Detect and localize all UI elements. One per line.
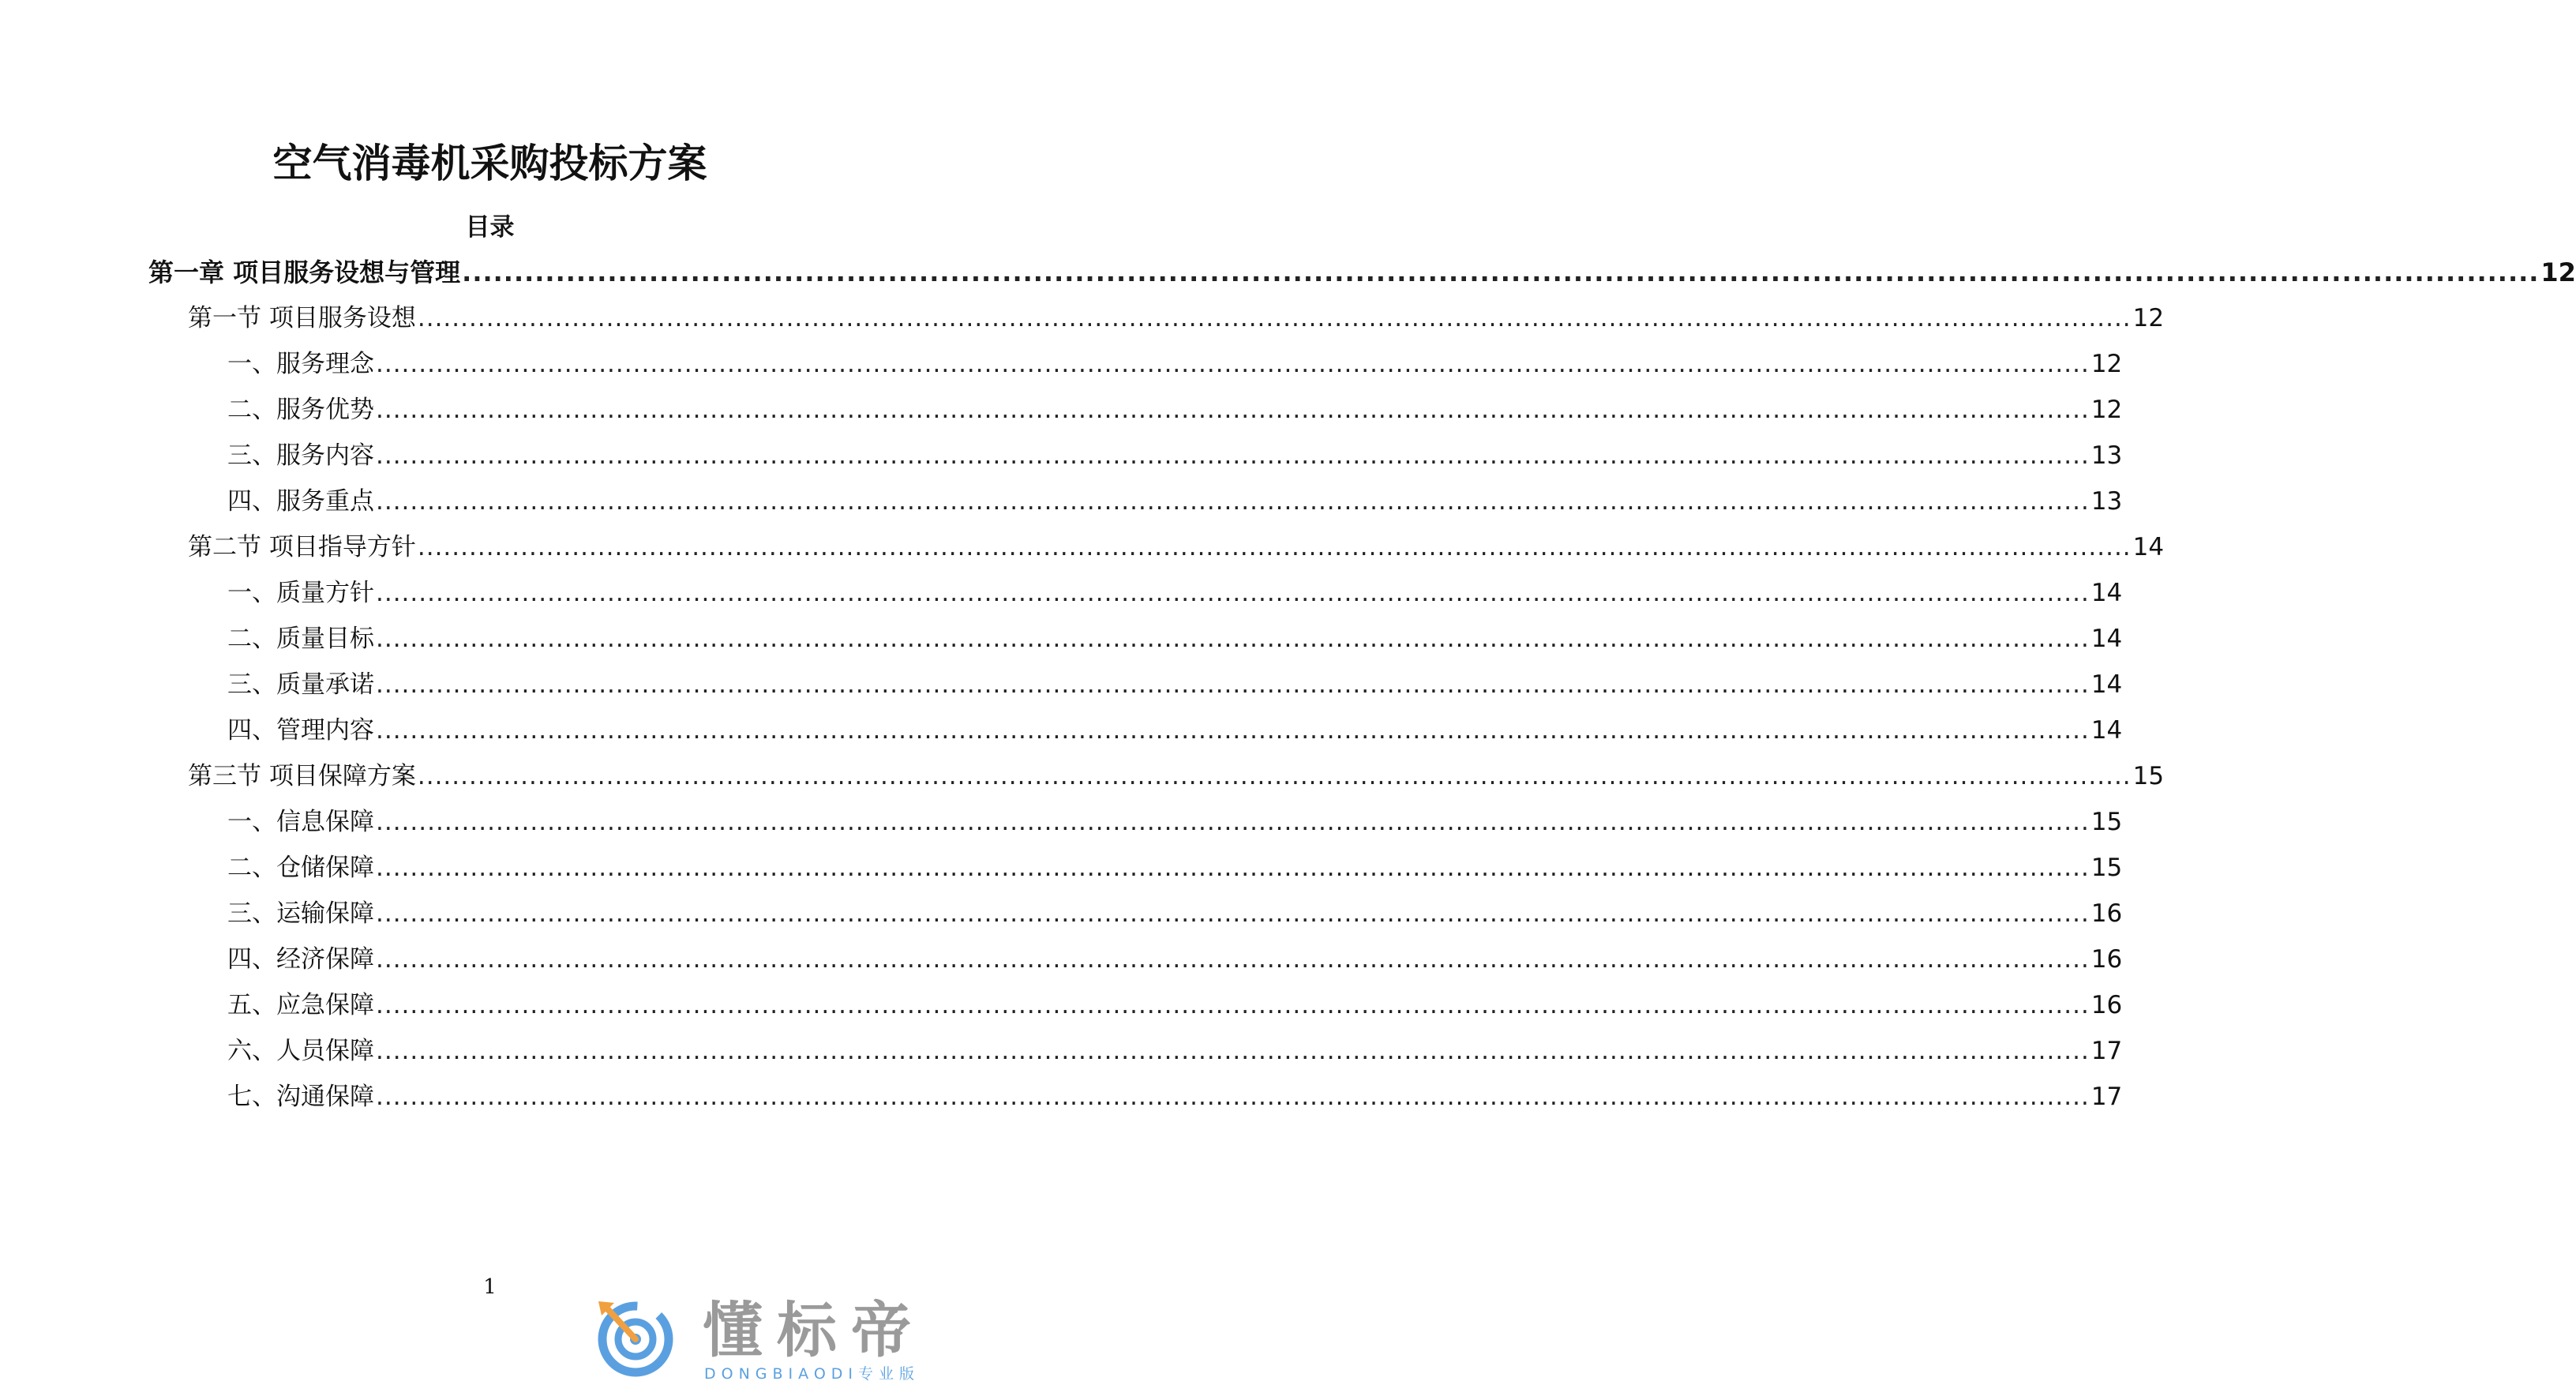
toc-entry-page: 15 [2090, 808, 2123, 836]
toc-dot-leader: ........................................................................................................................................................................................................ [376, 716, 2090, 745]
toc-entry-page: 14 [2090, 579, 2123, 607]
toc-dot-leader: ........................................................................................................................................................................................................ [376, 1083, 2090, 1111]
toc-entry[interactable] [227, 390, 2123, 430]
toc-dot-leader: ........................................................................................................................................................................................................ [376, 991, 2090, 1019]
toc-entry-label: 二、质量目标 [227, 625, 374, 653]
page-number: 1 [483, 1275, 497, 1299]
toc-entry-label: 一、信息保障 [227, 808, 374, 836]
toc-entry-page: 14 [2090, 670, 2123, 699]
toc-entry[interactable] [227, 344, 2123, 384]
toc-entry-label: 二、仓储保障 [227, 854, 374, 882]
toc-entry-page: 17 [2090, 1083, 2123, 1111]
toc-entry-label: 五、应急保障 [227, 991, 374, 1019]
toc-entry[interactable] [227, 665, 2123, 704]
toc-dot-leader: ........................................................................................................................................................................................................ [376, 854, 2090, 882]
toc-entry-label: 六、人员保障 [227, 1037, 374, 1065]
target-arrow-icon [592, 1292, 679, 1379]
toc-entry[interactable] [227, 482, 2123, 521]
toc-entry[interactable] [148, 253, 2576, 292]
toc-entry-label: 一、服务理念 [227, 350, 374, 378]
toc-dot-leader: ........................................................................................................................................................................................................ [462, 257, 2540, 287]
toc-entry-label: 三、运输保障 [227, 899, 374, 928]
toc-entry[interactable] [188, 298, 2165, 338]
toc-dot-leader: ........................................................................................................................................................................................................ [376, 350, 2090, 378]
toc-entry-page: 12 [2090, 396, 2123, 424]
toc-entry-label: 四、经济保障 [227, 945, 374, 974]
toc-dot-leader: ........................................................................................................................................................................................................ [376, 579, 2090, 607]
toc-entry[interactable] [188, 756, 2165, 796]
toc-entry-page: 14 [2090, 625, 2123, 653]
toc-entry-label: 七、沟通保障 [227, 1083, 374, 1111]
toc-entry-page: 15 [2090, 854, 2123, 882]
toc-dot-leader: ........................................................................................................................................................................................................ [376, 670, 2090, 699]
toc-entry[interactable] [188, 527, 2165, 567]
toc-entry-label: 四、服务重点 [227, 487, 374, 516]
toc-dot-leader: ........................................................................................................................................................................................................ [376, 487, 2090, 516]
toc-entry[interactable] [227, 940, 2123, 979]
toc-entry-label: 三、服务内容 [227, 441, 374, 470]
toc-entry-label: 四、管理内容 [227, 716, 374, 745]
toc-entry-label: 第三节 项目保障方案 [188, 762, 416, 790]
watermark [584, 1287, 963, 1385]
toc-entry[interactable] [227, 436, 2123, 475]
toc-entry-label: 第一节 项目服务设想 [188, 304, 416, 332]
toc-entry-label: 第一章 项目服务设想与管理 [148, 257, 461, 287]
toc-entry-page: 17 [2090, 1037, 2123, 1065]
toc-heading: 目录 [465, 213, 515, 242]
toc-entry-page: 16 [2090, 899, 2123, 928]
toc-entry-page: 13 [2090, 441, 2123, 470]
toc-entry[interactable] [227, 848, 2123, 888]
watermark-brand: 懂标帝 [703, 1295, 925, 1365]
toc-dot-leader: ........................................................................................................................................................................................................ [376, 808, 2090, 836]
toc-entry-page: 12 [2090, 350, 2123, 378]
toc-dot-leader: ........................................................................................................................................................................................................ [376, 625, 2090, 653]
toc-entry[interactable] [227, 1077, 2123, 1117]
toc-dot-leader: ........................................................................................................................................................................................................ [376, 396, 2090, 424]
toc-entry-page: 16 [2090, 945, 2123, 974]
toc-entry[interactable] [227, 619, 2123, 659]
toc-dot-leader: ........................................................................................................................................................................................................ [417, 304, 2132, 332]
toc-dot-leader: ........................................................................................................................................................................................................ [417, 762, 2132, 790]
toc-entry-page: 12 [2132, 304, 2165, 332]
toc-entry[interactable] [227, 711, 2123, 750]
toc-dot-leader: ........................................................................................................................................................................................................ [417, 533, 2132, 561]
toc-entry-page: 12 [2540, 257, 2576, 287]
document-title: 空气消毒机采购投标方案 [272, 141, 707, 186]
toc-dot-leader: ........................................................................................................................................................................................................ [376, 899, 2090, 928]
toc-entry[interactable] [227, 573, 2123, 613]
toc-entry[interactable] [227, 985, 2123, 1025]
toc-entry-page: 16 [2090, 991, 2123, 1019]
toc-entry-label: 一、质量方针 [227, 579, 374, 607]
toc-entry[interactable] [227, 894, 2123, 933]
toc-entry-page: 14 [2090, 716, 2123, 745]
toc-entry-label: 二、服务优势 [227, 396, 374, 424]
toc-entry[interactable] [227, 802, 2123, 842]
toc-entry-page: 13 [2090, 487, 2123, 516]
toc-dot-leader: ........................................................................................................................................................................................................ [376, 1037, 2090, 1065]
toc-entry-label: 三、质量承诺 [227, 670, 374, 699]
toc-dot-leader: ........................................................................................................................................................................................................ [376, 945, 2090, 974]
toc-entry-page: 15 [2132, 762, 2165, 790]
watermark-subtitle: DONGBIAODI专业版 [704, 1365, 921, 1383]
toc-entry-page: 14 [2132, 533, 2165, 561]
toc-dot-leader: ........................................................................................................................................................................................................ [376, 441, 2090, 470]
toc-entry[interactable] [227, 1031, 2123, 1071]
toc-entry-label: 第二节 项目指导方针 [188, 533, 416, 561]
